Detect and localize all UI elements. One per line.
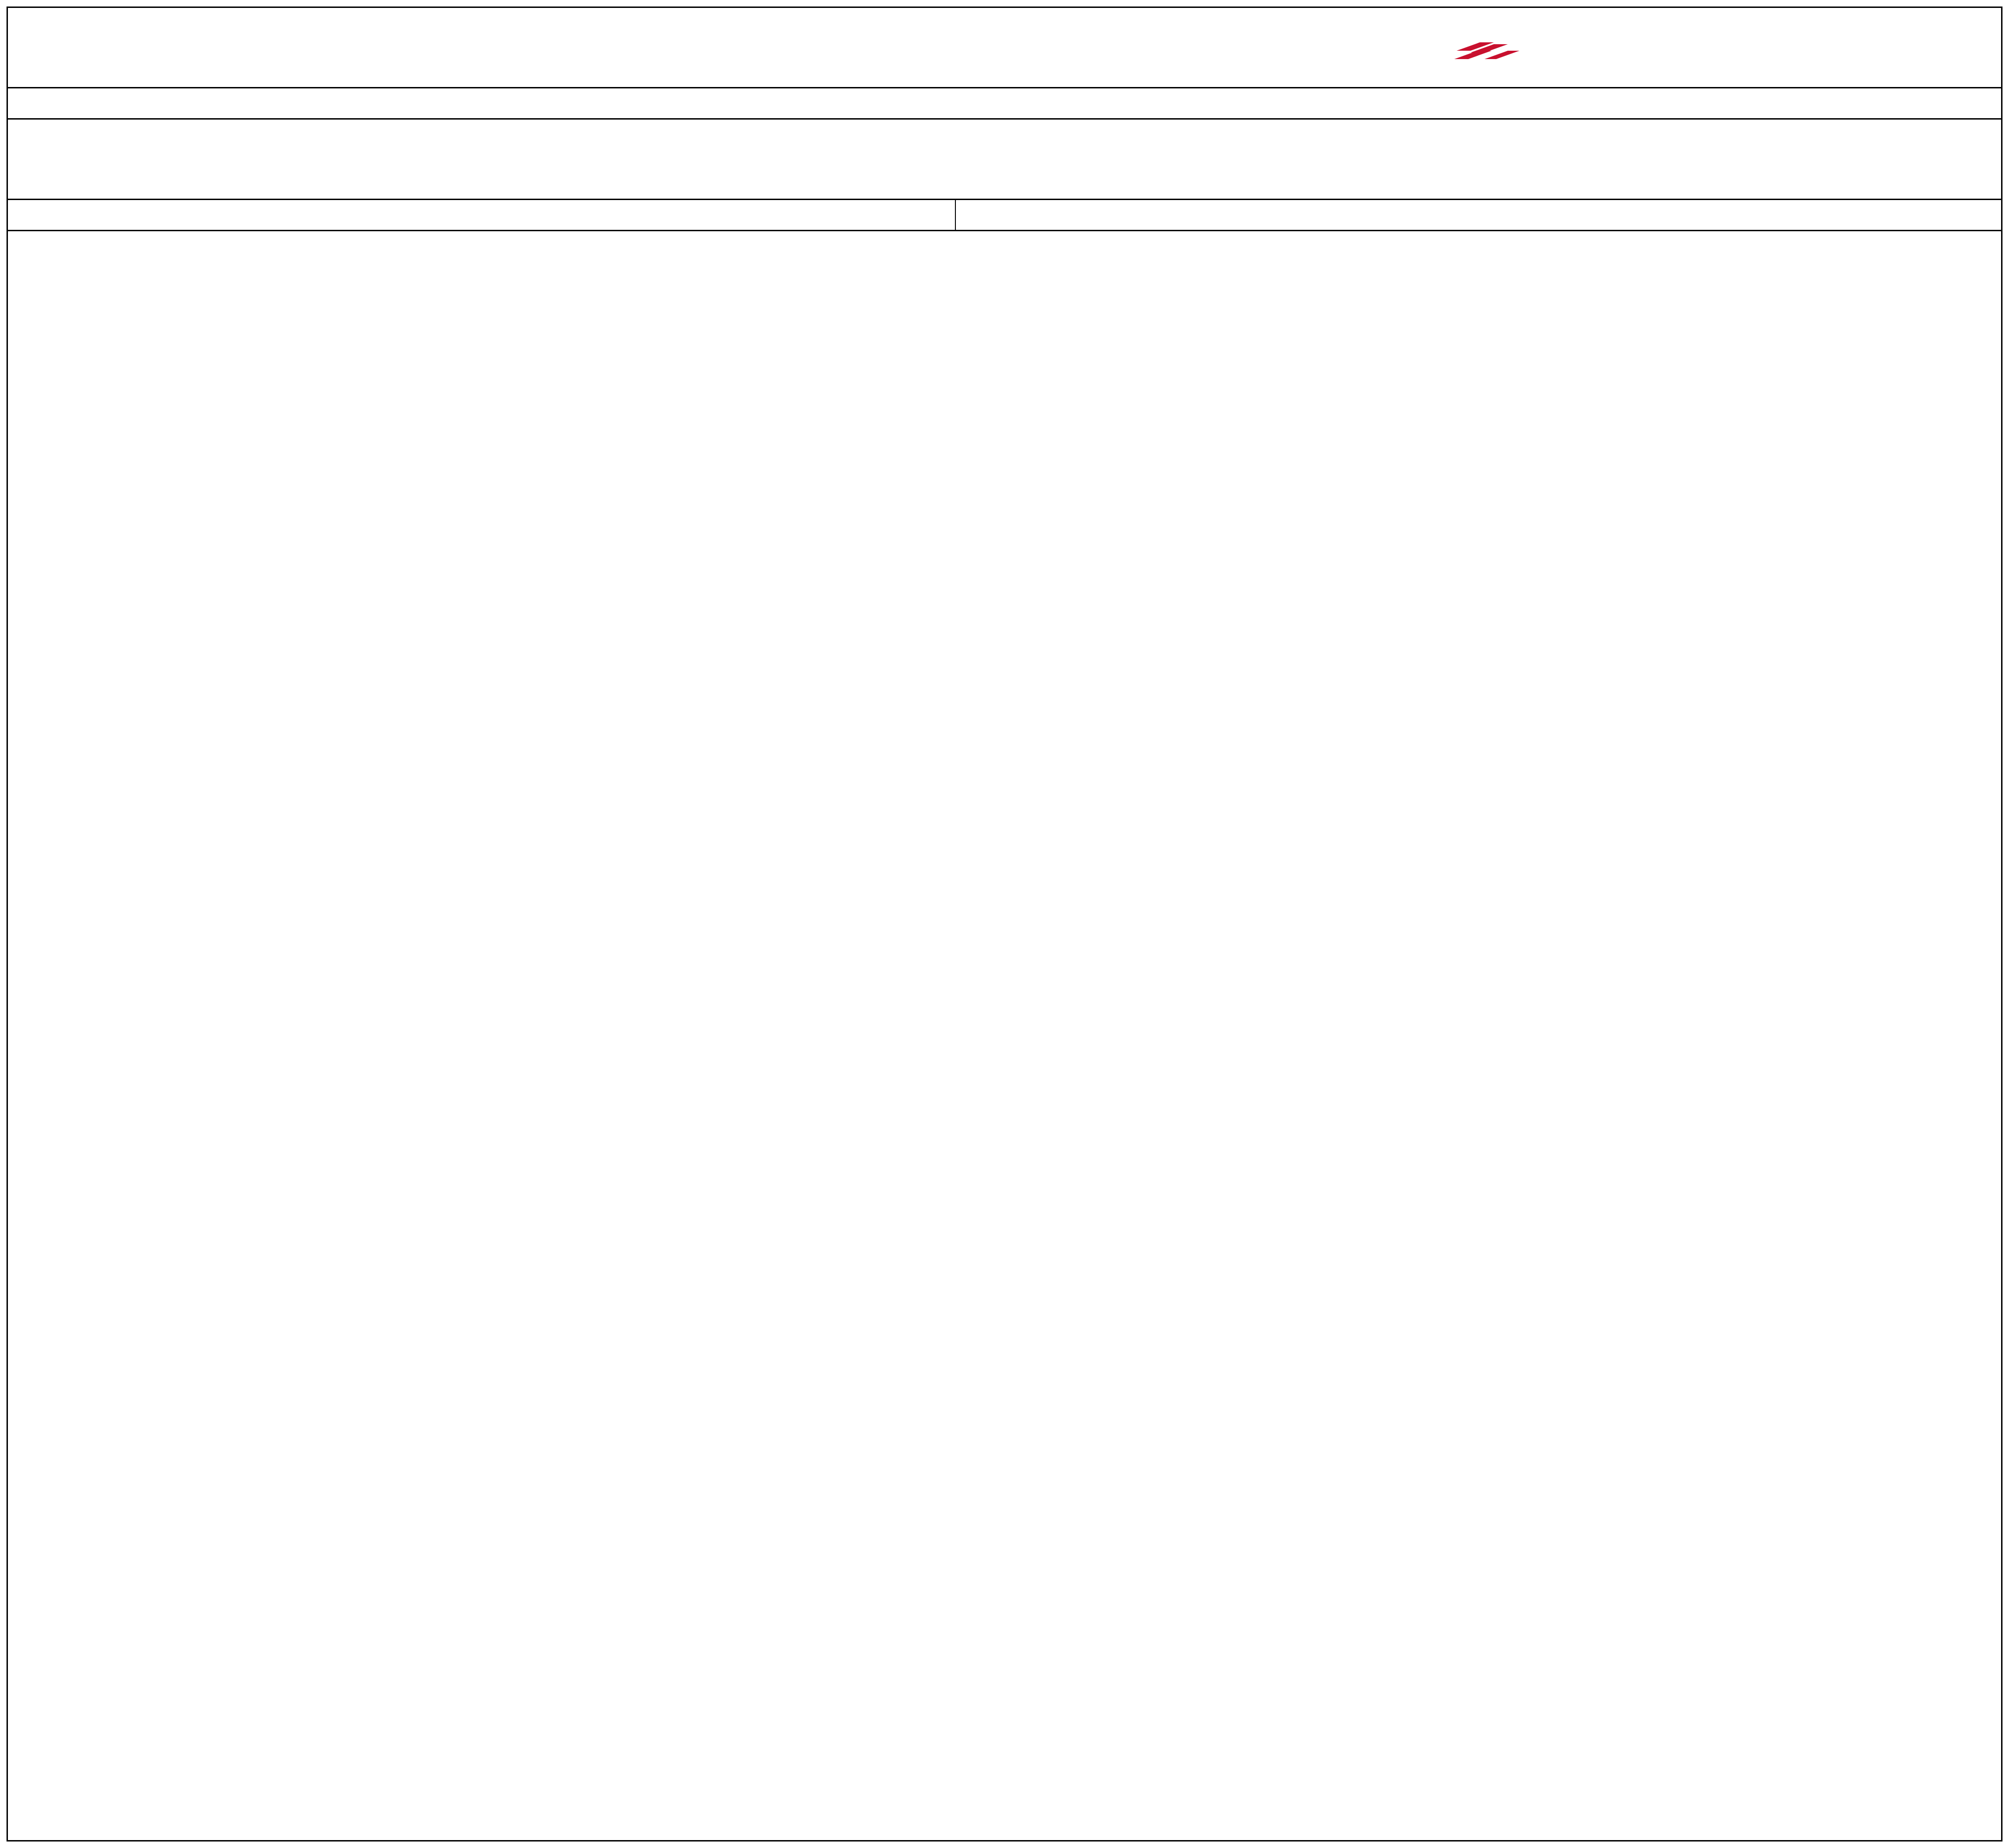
- legend-divider: [955, 200, 956, 230]
- intl-legend-row: [8, 88, 2001, 120]
- intl-title-row: [8, 8, 2001, 88]
- company-logo: [1452, 26, 1917, 77]
- report-sheet: [7, 7, 2002, 1841]
- dom-title: [8, 120, 2001, 200]
- dom-legend-row: [8, 200, 2001, 231]
- airline-logo-icon: [1452, 32, 1522, 65]
